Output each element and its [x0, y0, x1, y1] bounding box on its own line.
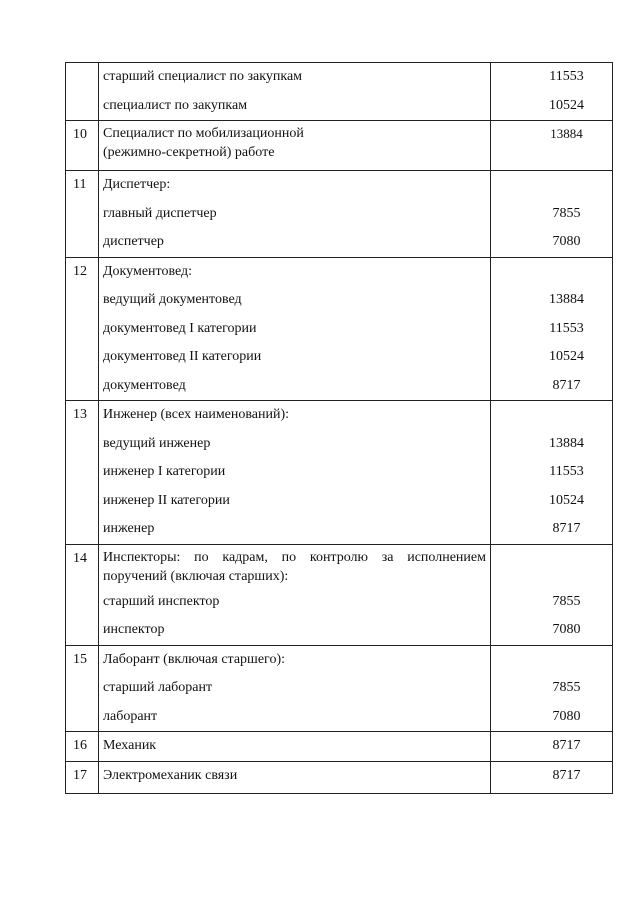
position-group-title: Инженер (всех наименований): — [103, 407, 290, 422]
salary-cell — [491, 401, 613, 545]
table-row — [66, 401, 613, 545]
table-row — [66, 121, 613, 171]
position-name: ведущий инженер — [103, 435, 211, 451]
position-name: инженер I категории — [103, 464, 226, 479]
position-name: Механик — [103, 738, 157, 753]
salary-value: 8717 — [552, 521, 581, 536]
position-name: документовед II категории — [103, 349, 262, 364]
table-row — [66, 171, 613, 258]
salary-value: 7855 — [552, 593, 581, 609]
salary-value: 10524 — [549, 349, 584, 364]
position-name: Специалист по мобилизационной — [103, 126, 304, 141]
position-name: специалист по закупкам — [103, 97, 248, 113]
salary-value: 8717 — [552, 377, 581, 393]
salary-cell — [491, 544, 613, 645]
row-number: 11 — [66, 171, 99, 258]
position-name: (режимно-секретной) работе — [103, 145, 275, 160]
position-cell — [99, 121, 491, 171]
row-number: 16 — [66, 732, 99, 762]
row-number: 17 — [66, 761, 99, 794]
position-name: инженер II категории — [103, 492, 230, 508]
table-row — [66, 63, 613, 121]
row-number: 14 — [66, 544, 99, 645]
salary-cell — [491, 257, 613, 401]
row-number: 10 — [66, 121, 99, 171]
position-cell — [99, 732, 491, 762]
salary-value: 10524 — [549, 492, 584, 508]
salary-cell — [491, 645, 613, 732]
salary-value: 13884 — [549, 292, 584, 307]
position-cell — [99, 544, 491, 645]
salary-cell — [491, 121, 613, 171]
salary-value: 10524 — [549, 97, 584, 113]
salary-value: 7855 — [552, 680, 581, 695]
row-number: 12 — [66, 257, 99, 401]
position-name: инспектор — [103, 622, 165, 637]
row-number: 15 — [66, 645, 99, 732]
salary-value: 8717 — [552, 738, 581, 753]
salary-value: 11553 — [549, 464, 584, 479]
position-name: Электромеханик связи — [103, 767, 238, 783]
salary-cell — [491, 732, 613, 762]
salary-cell — [491, 171, 613, 258]
position-cell — [99, 761, 491, 794]
position-group-title: Инспекторы: по кадрам, по контролю за исполнением — [103, 549, 486, 565]
salary-value: 7080 — [552, 234, 581, 249]
salary-value: 7080 — [552, 622, 581, 637]
position-name: диспетчер — [103, 234, 164, 249]
salary-cell — [491, 761, 613, 794]
position-group-title: поручений (включая старших): — [103, 568, 289, 584]
position-name: старший инспектор — [103, 593, 220, 609]
position-cell — [99, 257, 491, 401]
table-row — [66, 257, 613, 401]
position-name: документовед I категории — [103, 320, 257, 336]
position-cell — [99, 401, 491, 545]
position-name: старший специалист по закупкам — [103, 69, 303, 84]
position-name: документовед — [103, 377, 186, 393]
position-name: главный диспетчер — [103, 205, 217, 221]
table-row — [66, 732, 613, 762]
table-row — [66, 645, 613, 732]
position-group-title: Диспетчер: — [103, 177, 171, 192]
salary-value: 11553 — [549, 69, 584, 84]
position-group-title: Документовед: — [103, 263, 193, 279]
position-cell — [99, 171, 491, 258]
row-number: 13 — [66, 401, 99, 545]
salary-value: 13884 — [549, 435, 584, 451]
position-name: ведущий документовед — [103, 292, 242, 307]
position-cell — [99, 645, 491, 732]
position-name: лаборант — [103, 708, 158, 724]
salary-value: 11553 — [549, 320, 584, 336]
salary-value: 8717 — [552, 767, 581, 783]
salary-table — [65, 62, 613, 794]
salary-value: 7855 — [552, 205, 581, 221]
position-cell — [99, 63, 491, 121]
salary-value: 7080 — [552, 708, 581, 724]
position-group-title: Лаборант (включая старшего): — [103, 651, 285, 667]
salary-cell — [491, 63, 613, 121]
table-row — [66, 761, 613, 794]
position-name: старший лаборант — [103, 680, 213, 695]
table-row — [66, 544, 613, 645]
salary-value: 13884 — [550, 126, 583, 141]
row-number — [66, 63, 99, 121]
position-name: инженер — [103, 521, 155, 536]
